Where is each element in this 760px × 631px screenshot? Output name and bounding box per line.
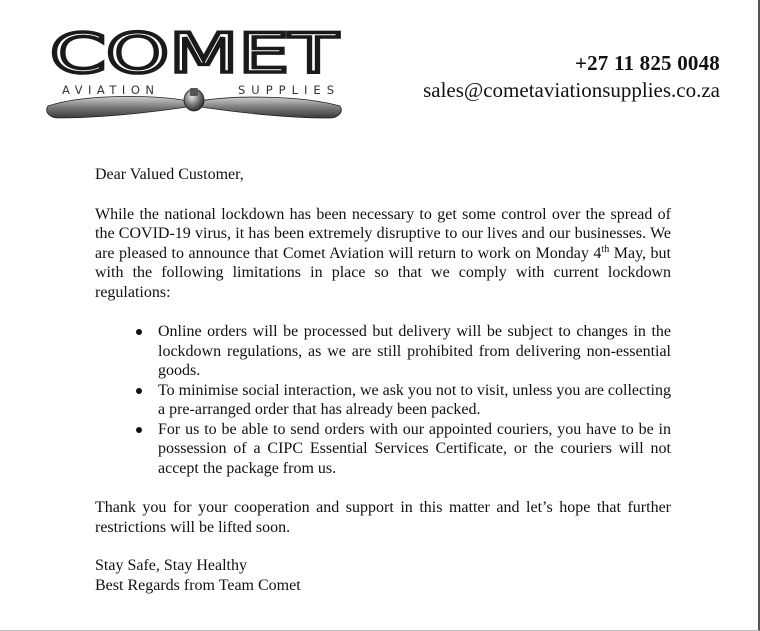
signoff-line-1: Stay Safe, Stay Healthy — [95, 557, 247, 574]
contact-block — [423, 50, 720, 104]
phone-number: +27 11 825 0048 — [574, 51, 720, 75]
logo-tagline-left: AVIATION — [62, 83, 154, 97]
logo-graphic — [44, 26, 344, 130]
limitations-list — [95, 322, 671, 478]
list-item: For us to be able to send orders with our appointed couriers, you have to be in possession of a CIPC Essential Services Certificate, or the couriers will not accept the package from us. — [158, 420, 671, 477]
intro-superscript: th — [601, 243, 610, 255]
intro-text-part1: While the national lockdown has been necessary to get some control over the spread of the COVID-19 virus, it has been extremely disruptive to our lives and our businesses. We are pleased to announce that Comet Aviation will return to work on Monday 4 — [95, 205, 671, 262]
intro-text-part2: May, but with the following limitations in place so that we comply with current lockdown regulations: — [95, 244, 672, 301]
salutation: Dear Valued Customer, — [95, 166, 244, 183]
comet-logo — [44, 26, 344, 130]
list-item: To minimise social interaction, we ask you not to visit, unless you are collecting a pre-arranged order that has already been packed. — [158, 381, 671, 418]
signoff-line-2: Best Regards from Team Comet — [95, 576, 301, 594]
logo-wordmark: COMET — [50, 26, 340, 85]
closing-paragraph: Thank you for your cooperation and support in this matter and let’s hope that further restrictions will be lifted soon. — [95, 499, 671, 536]
list-item: Online orders will be processed but delivery will be subject to changes in the lockdown regulations, as we are still prohibited from delivering non-essential goods. — [158, 323, 671, 379]
logo-tagline-right: SUPPLIES — [238, 83, 334, 97]
email-address: sales@cometaviationsupplies.co.za — [423, 78, 720, 102]
intro-paragraph — [95, 205, 671, 303]
letter-body — [95, 165, 671, 595]
